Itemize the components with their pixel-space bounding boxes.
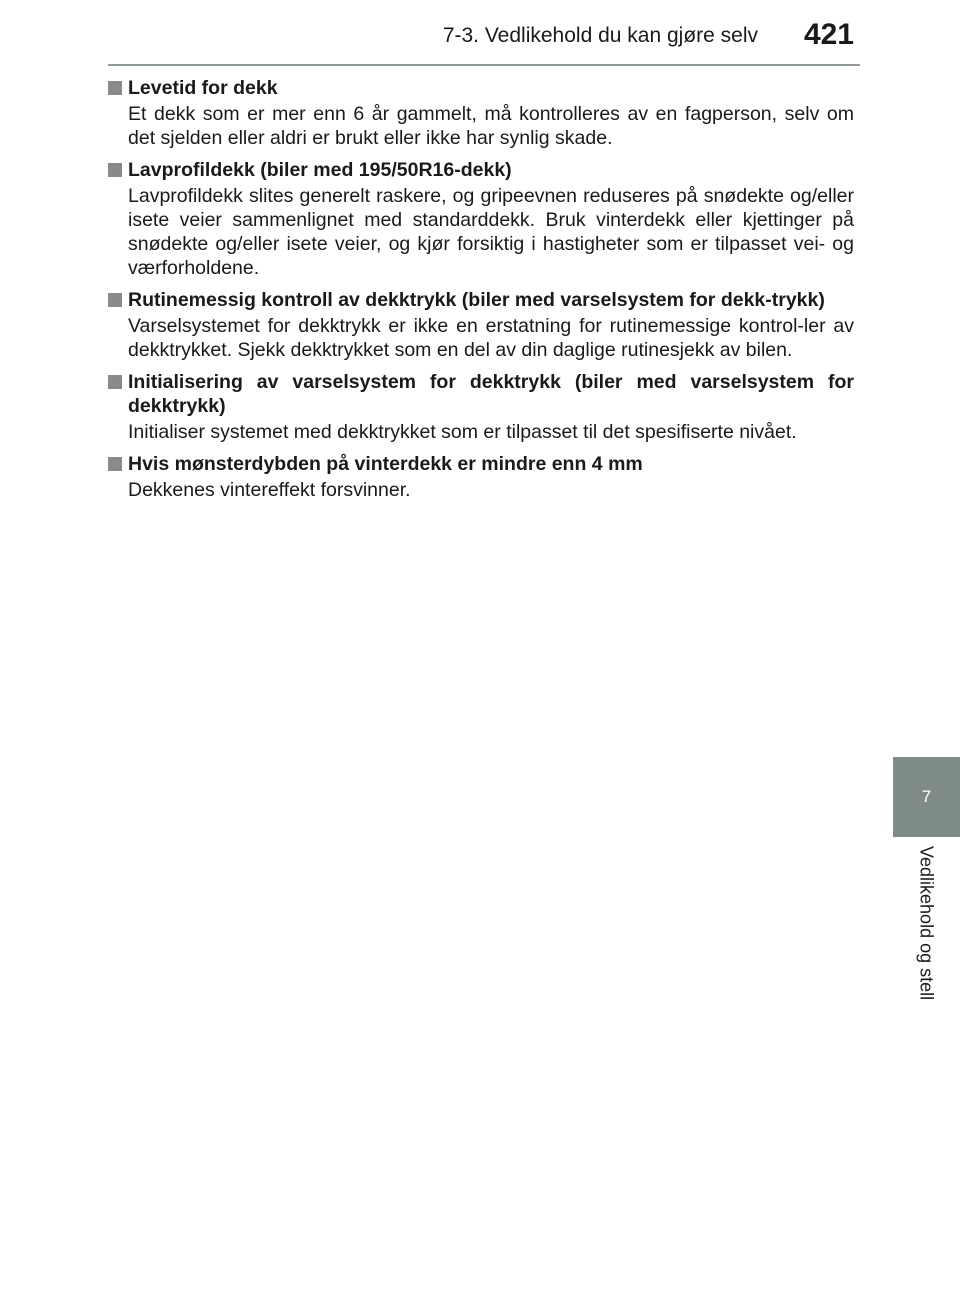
list-item (108, 158, 854, 280)
list-item (108, 452, 854, 502)
item-body: Initialiser systemet med dekktrykket som er tilpasset til det spesifiserte nivået. (128, 421, 797, 443)
item-body: Varselsystemet for dekktrykk er ikke en erstatning for rutinemessige kontrol-ler av dekktrykket. Sjekk dekktrykket som en del av din daglige rutinesjekk av bilen. (128, 315, 854, 361)
page-content (108, 76, 854, 510)
list-item (108, 288, 854, 362)
item-heading (108, 158, 854, 182)
chapter-label-box (893, 838, 960, 1028)
page-header (108, 0, 860, 66)
item-heading (108, 288, 854, 312)
item-title: Rutinemessig kontroll av dekktrykk (biler med varselsystem for dekk-trykk) (128, 289, 825, 311)
list-item (108, 76, 854, 150)
item-title: Initialisering av varselsystem for dekktrykk (biler med varselsystem for dekktrykk) (128, 371, 854, 417)
chapter-label: Vedlikehold og stell (916, 846, 937, 1001)
square-bullet-icon (108, 375, 122, 389)
item-title: Hvis mønsterdybden på vinterdekk er mindre enn 4 mm (128, 453, 643, 475)
item-title: Lavprofildekk (biler med 195/50R16-dekk) (128, 159, 512, 181)
section-title: 7-3. Vedlikehold du kan gjøre selv (442, 24, 758, 47)
square-bullet-icon (108, 81, 122, 95)
item-title: Levetid for dekk (128, 77, 278, 99)
chapter-number: 7 (921, 787, 932, 806)
item-heading (108, 76, 854, 100)
item-body: Dekkenes vintereffekt forsvinner. (128, 479, 411, 501)
list-item (108, 370, 854, 444)
page-number: 421 (803, 18, 854, 51)
item-body: Lavprofildekk slites generelt raskere, og gripeevnen reduseres på snødekte og/eller isete veier sammenlignet med standarddekk. Bruk vinterdekk eller kjettinger på snødekte og/eller isete veier, og kjør forsiktig i hastigheter som er tilpasset vei- og værforholdene. (128, 185, 854, 279)
square-bullet-icon (108, 293, 122, 307)
chapter-tab[interactable] (893, 757, 960, 837)
item-heading (108, 452, 854, 476)
item-heading (108, 370, 854, 418)
item-body: Et dekk som er mer enn 6 år gammelt, må kontrolleres av en fagperson, selv om det sjelden eller aldri er brukt eller ikke har synlig skade. (128, 103, 854, 149)
square-bullet-icon (108, 163, 122, 177)
square-bullet-icon (108, 457, 122, 471)
